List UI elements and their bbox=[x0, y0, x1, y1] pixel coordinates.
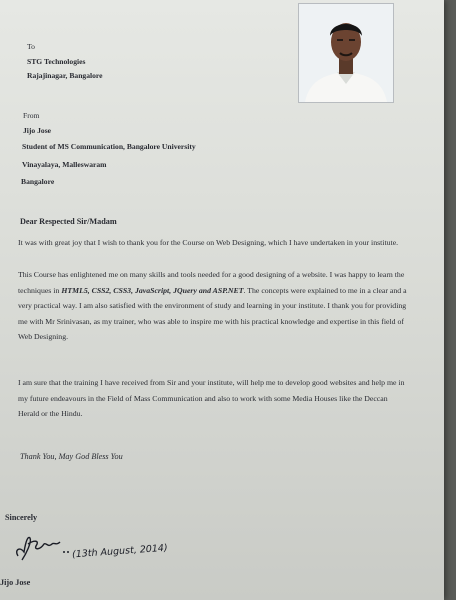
sincerely-label: Sincerely bbox=[5, 513, 38, 522]
recipient-address: Rajajinagar, Bangalore bbox=[27, 71, 103, 80]
technologies-list: HTML5, CSS2, CSS3, JavaScript, JQuery and ASP.NET bbox=[61, 285, 244, 295]
closing-thanks: Thank You, May God Bless You bbox=[20, 452, 123, 461]
person-portrait-image bbox=[299, 4, 393, 102]
sender-name: Jijo Jose bbox=[23, 126, 52, 135]
to-label: To bbox=[27, 42, 35, 51]
handwritten-date: (13th August, 2014) bbox=[71, 542, 169, 561]
recipient-company: STG Technologies bbox=[27, 57, 86, 66]
sender-line-2: Vinayalaya, Malleswaram bbox=[22, 160, 107, 169]
passport-photo bbox=[298, 3, 394, 103]
from-label: From bbox=[23, 111, 40, 120]
paragraph-2-text-end: . The concepts were explained to me in a clear and a very practical way. I am also satisfied with the environment of study and learning in your institute. I thank you for providing me with Mr Srinivasan, as my trainer, who was able to inspire me with his practical knowledge and expertise in this field of Web Designing. bbox=[18, 285, 407, 342]
salutation: Dear Respected Sir/Madam bbox=[20, 217, 117, 226]
paragraph-2-text-start: This Course has enlightened me on many skills and tools needed for a good designing of a website. I was happy to learn the techniques in bbox=[18, 270, 405, 295]
paragraph-1: It was with great joy that I wish to thank you for the Course on Web Designing, which I have undertaken in your institute. bbox=[18, 238, 399, 247]
handwritten-signature bbox=[10, 530, 70, 562]
sender-line-1: Student of MS Communication, Bangalore University bbox=[22, 142, 196, 151]
signature-name: Jijo Jose bbox=[0, 578, 31, 587]
paragraph-2 bbox=[18, 267, 410, 345]
paragraph-3: I am sure that the training I have received from Sir and your institute, will help me to develop good websites and help me in my future endeavours in the Field of Mass Communication and also to work with some Media Houses like the Deccan Herald or the Hindu. bbox=[18, 378, 405, 419]
sender-city: Bangalore bbox=[21, 177, 55, 186]
